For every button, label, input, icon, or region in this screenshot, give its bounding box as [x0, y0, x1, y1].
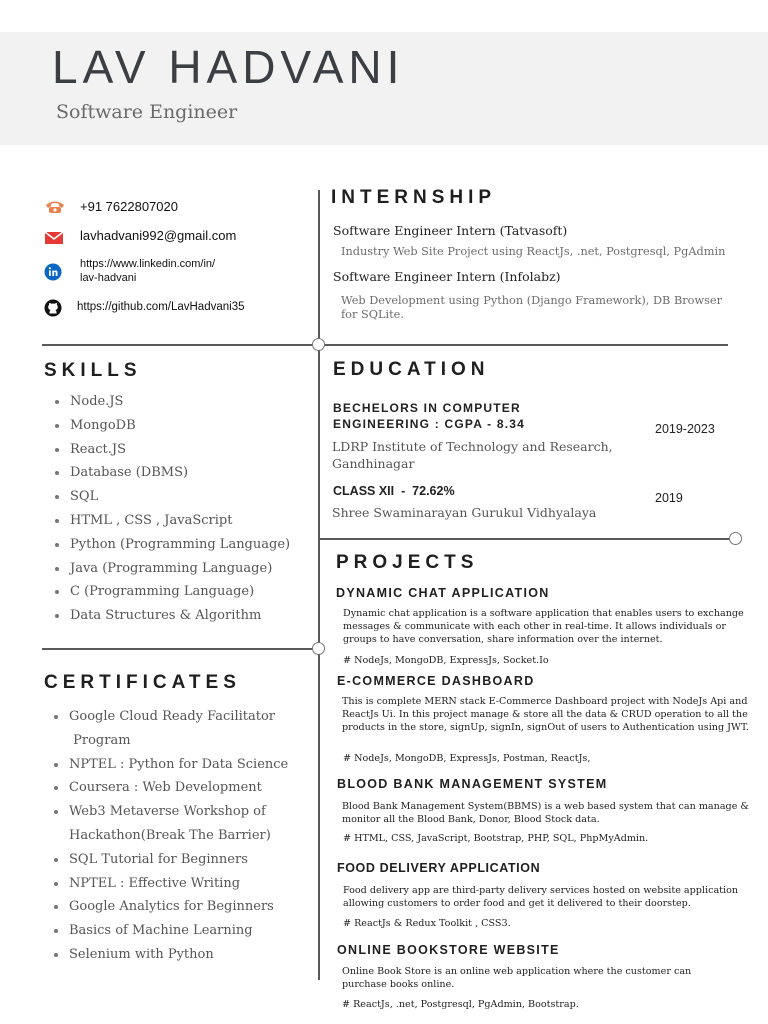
- certificate-item: Selenium with Python: [51, 946, 288, 970]
- projects-title: PROJECTS: [336, 552, 479, 573]
- skills-title: SKILLS: [44, 360, 142, 381]
- project-desc: Dynamic chat application is a software application that enables users to exchange messages & communicate with each other in real-time. It allows individuals or groups to have conversation, share information over the internet.: [343, 608, 744, 645]
- skill-item: Python (Programming Language): [52, 536, 290, 560]
- skill-item: MongoDB: [52, 417, 290, 441]
- certificate-item: Google Cloud Ready Facilitator: [51, 708, 288, 732]
- contact-linkedin: [44, 258, 304, 288]
- skill-item: Database (DBMS): [52, 464, 290, 488]
- internship-item-title: Software Engineer Intern (Infolabz): [333, 269, 561, 284]
- divider-education: [318, 344, 728, 346]
- contact-github: [44, 299, 304, 317]
- degree-title-line2: ENGINEERING : CGPA - 8.34: [333, 417, 526, 431]
- internship-item-desc: Industry Web Site Project using ReactJs, .net, Postgresql, PgAdmin: [341, 245, 726, 258]
- internship-title: INTERNSHIP: [331, 187, 497, 208]
- email-icon: [44, 231, 64, 250]
- degree-year: 2019-2023: [655, 422, 715, 436]
- internship-item-title: Software Engineer Intern (Tatvasoft): [333, 223, 568, 238]
- project-desc: Online Book Store is an online web application where the customer can purchase books online.: [342, 966, 692, 990]
- certificate-item: Google Analytics for Beginners: [51, 898, 288, 922]
- certificate-item-continued: Program: [69, 732, 131, 748]
- project-desc: Blood Bank Management System(BBMS) is a web based system that can manage & monitor all the Blood Bank, Donor, Blood Stock data.: [342, 801, 749, 825]
- school-title: CLASS XII - 72.62%: [333, 484, 455, 498]
- school-institute: Shree Swaminarayan Gurukul Vidhyalaya: [332, 505, 597, 520]
- divider-skills: [42, 344, 318, 346]
- degree-institute-line2: Gandhinagar: [332, 456, 415, 471]
- certificate-item: SQL Tutorial for Beginners: [51, 851, 288, 875]
- certificate-item: Coursera : Web Development: [51, 779, 288, 803]
- certificate-item: NPTEL : Effective Writing: [51, 875, 288, 899]
- skills-list: [52, 393, 290, 631]
- skill-item: React.JS: [52, 441, 290, 465]
- certificates-title: CERTIFICATES: [44, 672, 241, 693]
- project-tech: # NodeJs, MongoDB, ExpressJs, Socket.Io: [343, 655, 549, 666]
- skill-item: Java (Programming Language): [52, 560, 290, 584]
- project-title: E-COMMERCE DASHBOARD: [337, 674, 535, 688]
- project-title: ONLINE BOOKSTORE WEBSITE: [337, 943, 560, 957]
- resume-role: Software Engineer: [56, 101, 238, 123]
- email-text[interactable]: lavhadvani992@gmail.com: [80, 228, 237, 243]
- skill-item: Node.JS: [52, 393, 290, 417]
- divider-node: [729, 532, 742, 545]
- degree-title-line1: BECHELORS IN COMPUTER: [333, 401, 521, 415]
- skill-item: HTML , CSS , JavaScript: [52, 512, 290, 536]
- vertical-divider: [318, 190, 320, 980]
- project-title: DYNAMIC CHAT APPLICATION: [336, 586, 550, 600]
- certificate-item: NPTEL : Python for Data Science: [51, 756, 288, 780]
- degree-institute: [332, 438, 613, 472]
- certificate-item: Web3 Metaverse Workshop of: [51, 803, 288, 827]
- project-tech: # NodeJs, MongoDB, ExpressJs, Postman, ReactJs,: [343, 753, 591, 764]
- education-title: EDUCATION: [333, 359, 490, 380]
- project-title: FOOD DELIVERY APPLICATION: [337, 861, 541, 875]
- divider-node: [312, 642, 325, 655]
- contact-phone: [44, 199, 304, 217]
- project-desc: This is complete MERN stack E-Commerce Dashboard project with NodeJs Api and ReactJs Ui. In this project manage & store all the data & CRUD operation to all the products in the store, signUp, signIn, signOut of users to Authentication using JWT.: [342, 696, 749, 733]
- degree-institute-line1: LDRP Institute of Technology and Research,: [332, 439, 613, 454]
- skill-item: SQL: [52, 488, 290, 512]
- certificates-list: [51, 708, 288, 970]
- phone-icon: [44, 199, 66, 220]
- project-tech: # ReactJs & Redux Toolkit , CSS3.: [343, 918, 511, 929]
- divider-node: [312, 338, 325, 351]
- project-tech: # ReactJs, .net, Postgresql, PgAdmin, Bootstrap.: [342, 999, 579, 1010]
- divider-certificates: [42, 648, 318, 650]
- skill-item: Data Structures & Algorithm: [52, 607, 290, 631]
- linkedin-text-line1[interactable]: https://www.linkedin.com/in/: [80, 258, 216, 270]
- project-title: BLOOD BANK MANAGEMENT SYSTEM: [337, 777, 608, 791]
- skill-item: C (Programming Language): [52, 583, 290, 607]
- degree-title: [333, 400, 593, 432]
- certificate-item-continued: Hackathon(Break The Barrier): [69, 827, 271, 843]
- school-year: 2019: [655, 491, 683, 505]
- linkedin-text-line2[interactable]: lav-hadvani: [80, 272, 137, 284]
- project-tech: # HTML, CSS, JavaScript, Bootstrap, PHP, SQL, PhpMyAdmin.: [343, 833, 649, 844]
- github-text[interactable]: https://github.com/LavHadvani35: [77, 301, 245, 313]
- github-icon: [44, 299, 62, 322]
- phone-text: +91 7622807020: [80, 199, 178, 214]
- resume-name: LAV HADVANI: [52, 41, 405, 93]
- divider-projects: [318, 538, 730, 540]
- contact-email: [44, 228, 304, 246]
- project-desc: Food delivery app are third-party delivery services hosted on website application allowing customers to order food and get it delivered to their doorstep.: [343, 885, 739, 909]
- certificate-item: Basics of Machine Learning: [51, 922, 288, 946]
- internship-item-desc: Web Development using Python (Django Framework), DB Browser for SQLite.: [341, 294, 722, 321]
- linkedin-icon: [44, 263, 62, 286]
